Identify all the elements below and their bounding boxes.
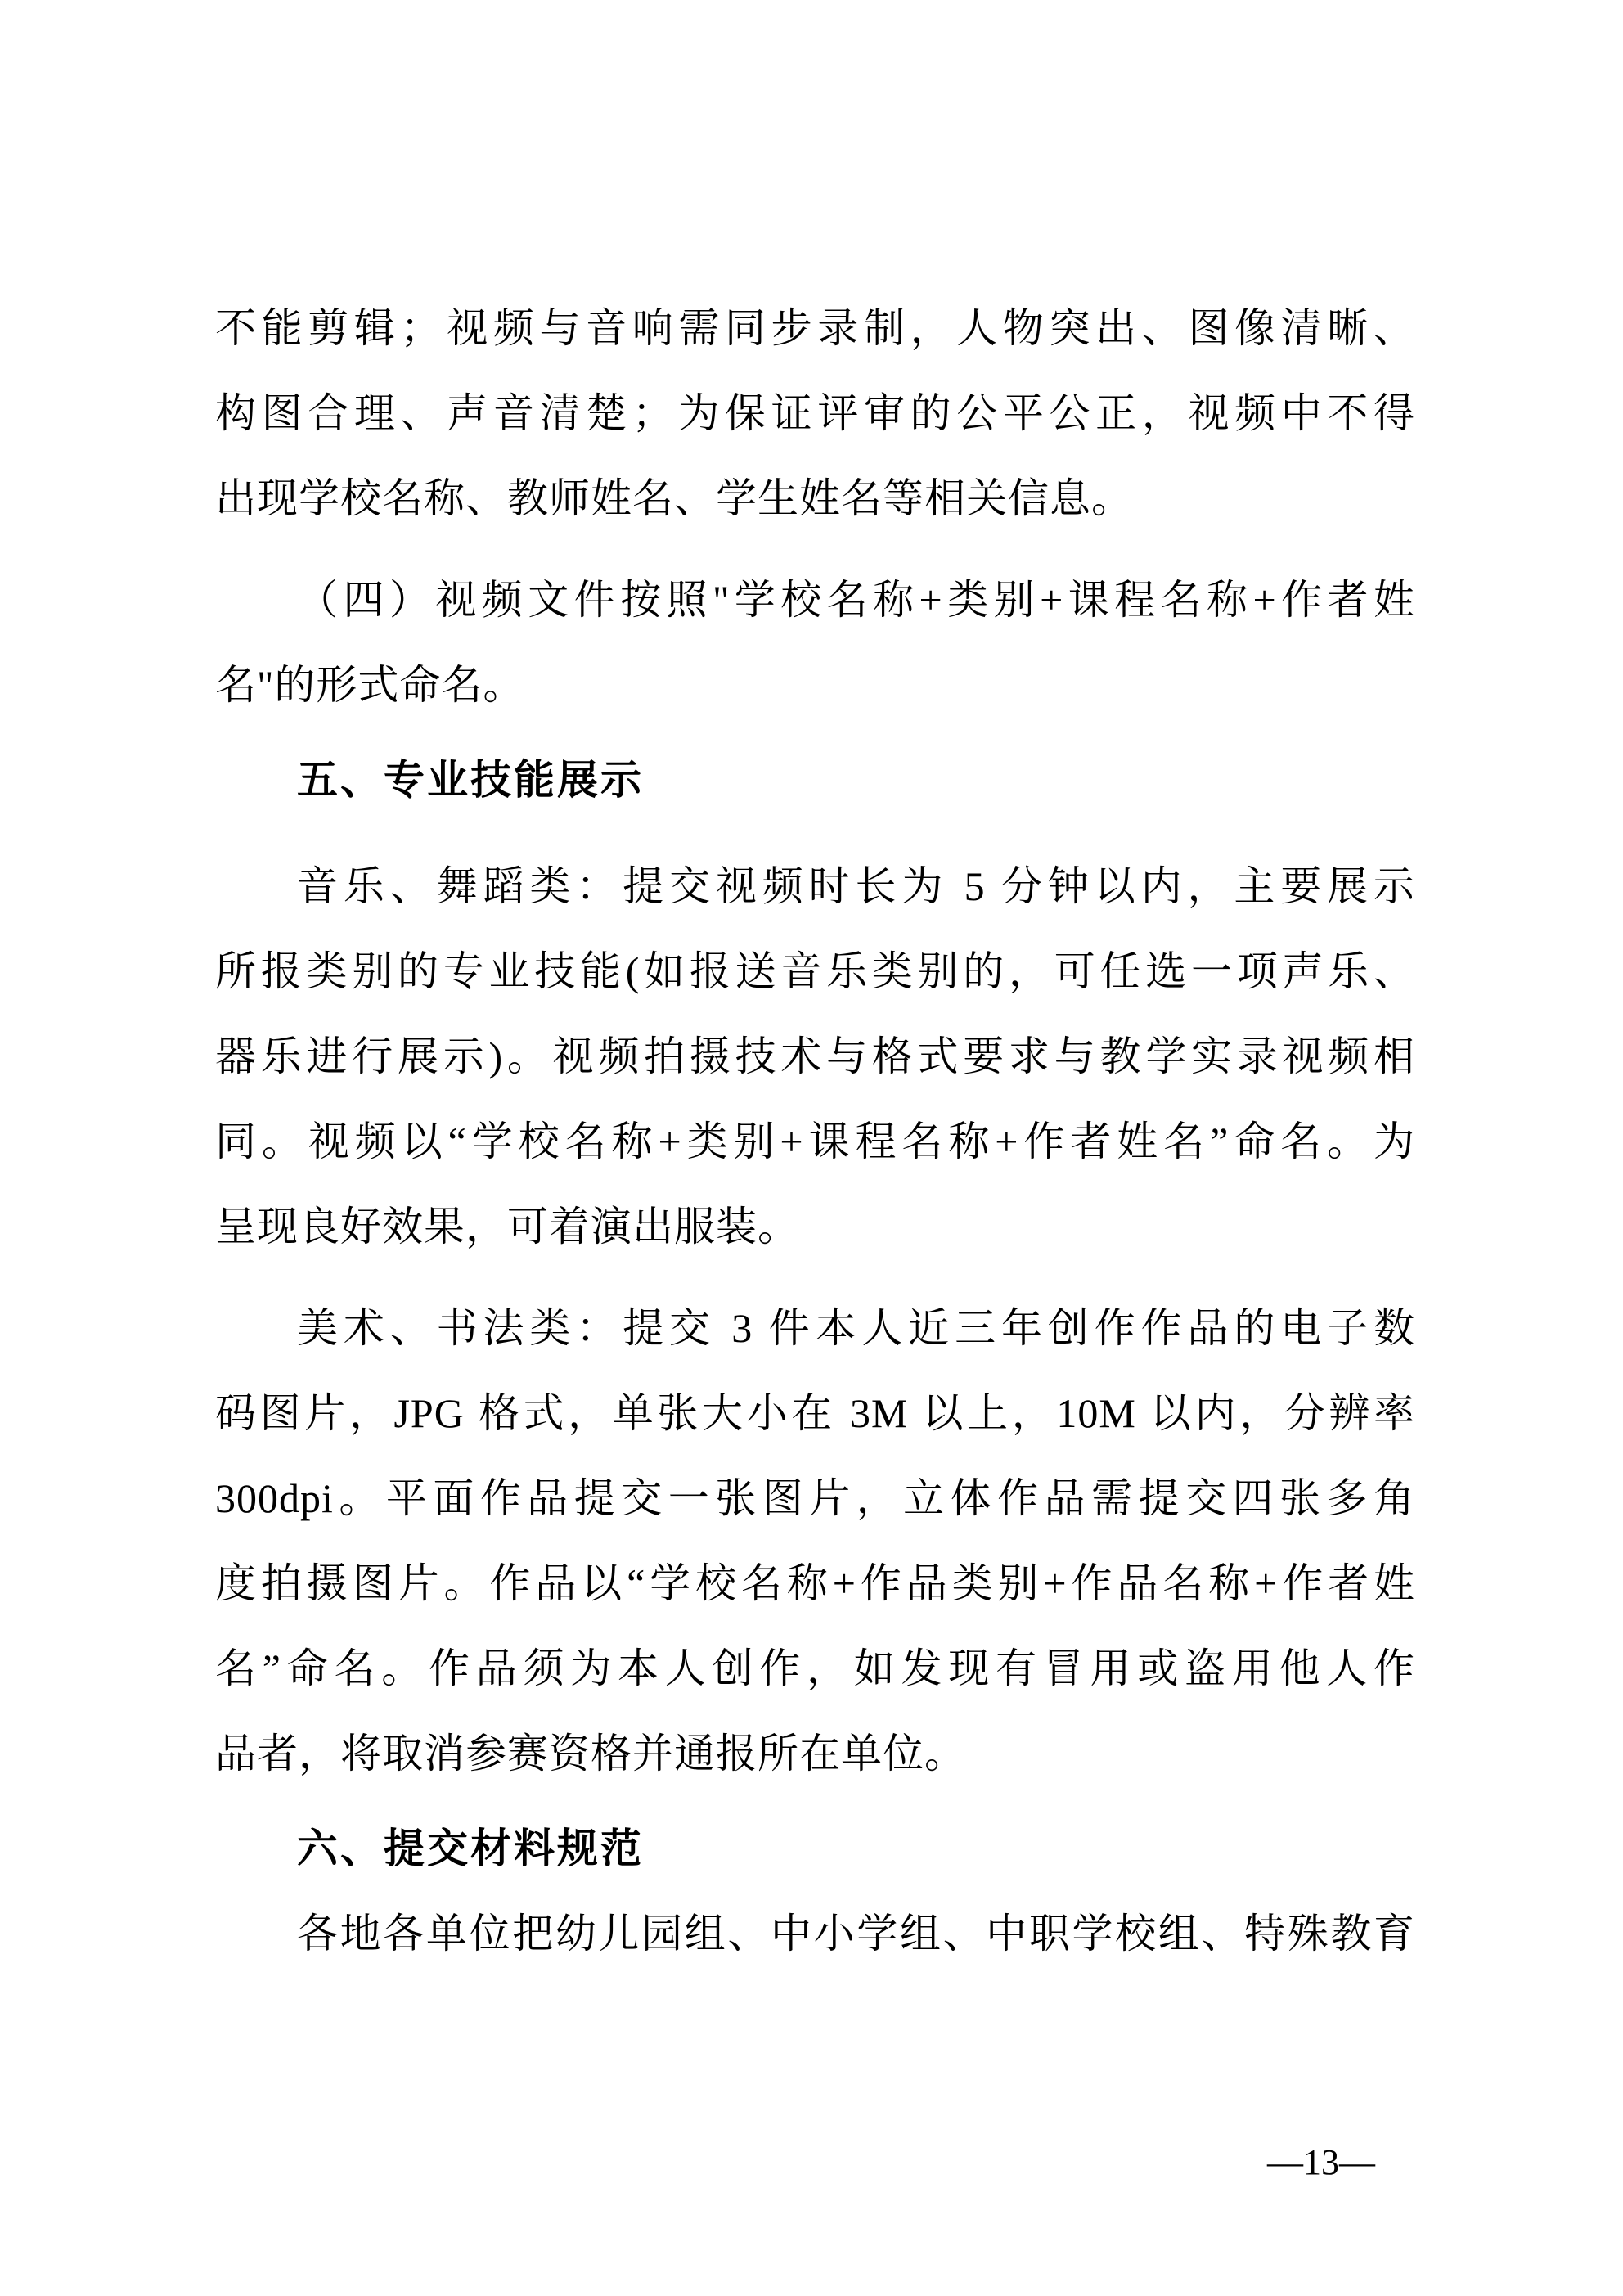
- page-number: —13—: [1267, 2142, 1375, 2182]
- section-heading-6-text: 六、提交材料规范: [297, 1826, 644, 1871]
- text-line: 构图合理、声音清楚；为保证评审的公平公正，视频中不得: [215, 390, 1415, 436]
- text-line: 所报类别的专业技能(如报送音乐类别的，可任选一项声乐、: [215, 948, 1415, 994]
- text-line: 音乐、舞蹈类：提交视频时长为 5 分钟以内，主要展示: [297, 863, 1415, 909]
- document-body: [215, 286, 1415, 1976]
- paragraph-file-naming: [215, 557, 1415, 727]
- text-line: 300dpi。平面作品提交一张图片，立体作品需提交四张多角: [215, 1475, 1415, 1521]
- text-line: 各地各单位把幼儿园组、中小学组、中职学校组、特殊教育: [297, 1911, 1415, 1956]
- text-line: 度拍摄图片。作品以“学校名称+作品类别+作品名称+作者姓: [215, 1560, 1415, 1606]
- text-line: 名"的形式命名。: [215, 662, 525, 708]
- text-line: 呈现良好效果，可着演出服装。: [215, 1204, 799, 1249]
- section-heading-5: [215, 737, 1415, 822]
- paragraph-submission-groups: [215, 1891, 1415, 1976]
- paragraph-video-requirements: [215, 286, 1415, 541]
- paragraph-art-calligraphy: [215, 1285, 1415, 1796]
- text-line: 名”命名。作品须为本人创作，如发现有冒用或盗用他人作: [215, 1645, 1415, 1691]
- text-line: （四）视频文件按照"学校名称+类别+课程名称+作者姓: [297, 577, 1415, 623]
- text-line: 同。视频以“学校名称+类别+课程名称+作者姓名”命名。为: [215, 1119, 1415, 1164]
- section-heading-6: [215, 1806, 1415, 1891]
- text-line: 不能剪辑；视频与音响需同步录制，人物突出、图像清晰、: [215, 305, 1415, 351]
- text-line: 品者，将取消参赛资格并通报所在单位。: [215, 1731, 966, 1776]
- paragraph-music-dance: [215, 844, 1415, 1269]
- text-line: 出现学校名称、教师姓名、学生姓名等相关信息。: [215, 475, 1133, 521]
- section-heading-5-text: 五、专业技能展示: [297, 757, 644, 803]
- text-line: 美术、书法类：提交 3 件本人近三年创作作品的电子数: [297, 1305, 1415, 1351]
- text-line: 码图片，JPG 格式，单张大小在 3M 以上，10M 以内，分辨率: [215, 1390, 1415, 1436]
- text-line: 器乐进行展示)。视频拍摄技术与格式要求与教学实录视频相: [215, 1033, 1415, 1079]
